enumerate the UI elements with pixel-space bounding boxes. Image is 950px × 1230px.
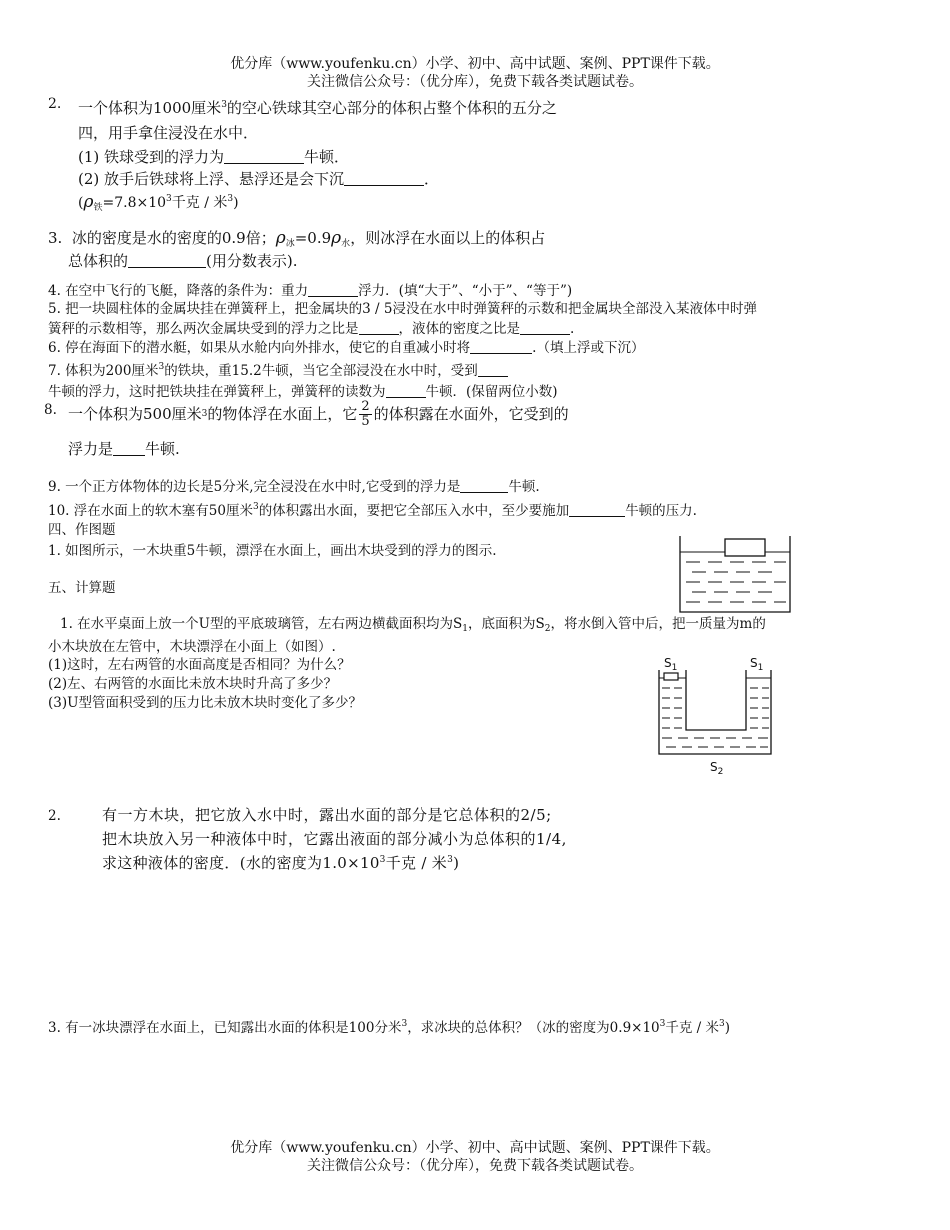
u-tube-figure (656, 670, 774, 756)
q5-line-1: 5. 把一块圆柱体的金属块挂在弹簧秤上，把金属块的3 / 5浸没在水中时弹簧秤的示数和把金属块全部没入某液体中时弹 (48, 301, 757, 317)
q8-line-1: 一个体积为500厘米 3 的物体浮在水面上，它 $\frac{2}{5}$ 的体积露在水面外，它受到的 (68, 399, 569, 429)
q8-fraction: $\frac{2}{5}$ (361, 399, 370, 429)
header-line-1: 优分库（www.youfenku.cn）小学、初中、高中试题、案例、PPT课件下载。 (230, 56, 720, 72)
q6-text: 6. 停在海面下的潜水艇，如果从水舱内向外排水，使它的自重减小时将 .（填上浮或下沉） (48, 340, 645, 356)
floating-block-figure (678, 536, 792, 614)
q7-line-1: 7. 体积为200厘米$^3$的铁块，重15.2牛顿，当它全部浸没在水中时，受到 (48, 362, 508, 379)
q2-sub-1: (1) 铁球受到的浮力为 牛顿． (78, 148, 350, 166)
q7-line-2: 牛顿的浮力，这时把铁块挂在弹簧秤上，弹簧秤的读数为 牛顿．(保留两位小数) (48, 384, 558, 400)
q2-line-1: 一个体积为1000厘米$^3$的空心铁球其空心部分的体积占整个体积的五分之 (78, 99, 557, 117)
wooden-block (725, 539, 765, 556)
header-line-2: 关注微信公众号：（优分库），免费下载各类试题试卷。 (307, 74, 643, 90)
u-tube-label-s1-right: $S_1$ (750, 656, 764, 673)
section-5-q3: 3. 有一冰块漂浮在水面上，已知露出水面的体积是100分米$^3$，求冰块的总体积？（冰的密度为$0.9\times 10^3$千克 / 米$^3$) (48, 1019, 731, 1036)
section-4-title: 四、作图题 (48, 522, 116, 538)
u-tube-water-lines (659, 678, 771, 747)
q8-number: 8. (44, 402, 57, 418)
q10-text: 10. 浮在水面上的软木塞有50厘米$^3$的体积露出水面，要把它全部压入水中，至少要施加 牛顿的压力. (48, 502, 697, 519)
q2-number: 2. (48, 96, 62, 112)
section-5-q1-line-2: 小木块放在左管中，木块漂浮在小面上（如图）. (48, 639, 336, 655)
q2-sub-2: (2) 放手后铁球将上浮、悬浮还是会下沉 ． (78, 170, 440, 188)
section-4-q1: 1. 如图所示，一木块重5牛顿，漂浮在水面上，画出木块受到的浮力的图示. (48, 543, 497, 559)
section-5-q2-number: 2. (48, 808, 61, 824)
u-tube-inner-wall (686, 670, 746, 730)
footer-line-1: 优分库（www.youfenku.cn）小学、初中、高中试题、案例、PPT课件下载。 (230, 1140, 720, 1156)
u-tube-label-s2: $S_2$ (710, 760, 724, 777)
u-tube-outer-wall (659, 670, 771, 754)
q2-density: ($\rho_铁=7.8\times 10^3$千克 / 米$^3$) (78, 192, 239, 213)
q8-line-2: 浮力是 牛顿. (68, 440, 180, 458)
water-lines (680, 552, 790, 602)
section-5-title: 五、计算题 (48, 580, 116, 596)
section-5-q1-part-3: (3)U型管面积受到的压力比未放木块时变化了多少？ (48, 695, 362, 711)
section-5-q1-part-1: (1)这时，左右两管的水面高度是否相同？为什么？ (48, 657, 351, 673)
q3-line-1: 3. 冰的密度是水的密度的0.9倍；$\rho_冰=0.9\rho_水$，则冰浮在水面以上的体积占 (48, 228, 546, 249)
q2-line-2: 四，用手拿住浸没在水中． (78, 124, 259, 142)
section-5-q2-line-3: 求这种液体的密度．(水的密度为$1.0\times 10^3$千克 / 米$^3$) (102, 854, 460, 872)
section-5-q2-line-1: 有一方木块，把它放入水中时，露出水面的部分是它总体积的2/5; (102, 806, 552, 824)
q4-text: 4. 在空中飞行的飞艇，降落的条件为：重力 浮力．(填“大于”、“小于”、“等于”) (48, 283, 573, 299)
u-tube-label-s1-left: $S_1$ (664, 656, 678, 673)
footer-line-2: 关注微信公众号：（优分库），免费下载各类试题试卷。 (307, 1158, 643, 1174)
small-wooden-block (664, 673, 678, 680)
section-5-q1-part-2: (2)左、右两管的水面比未放木块时升高了多少？ (48, 676, 338, 692)
q9-text: 9. 一个正方体物体的边长是5分米,完全浸没在水中时,它受到的浮力是 牛顿. (48, 479, 540, 495)
q3-line-2: 总体积的 (用分数表示). (68, 252, 298, 270)
q5-line-2: 簧秤的示数相等，那么两次金属块受到的浮力之比是 ，液体的密度之比是 . (48, 321, 575, 337)
section-5-q1-line-1: 1. 在水平桌面上放一个U型的平底玻璃管，左右两边横截面积均为$S_1$，底面积为$S_2$，将水倒入管中后，把一质量为m的 (60, 616, 766, 634)
section-5-q2-line-2: 把木块放入另一种液体中时，它露出液面的部分减小为总体积的1/4, (102, 830, 567, 848)
